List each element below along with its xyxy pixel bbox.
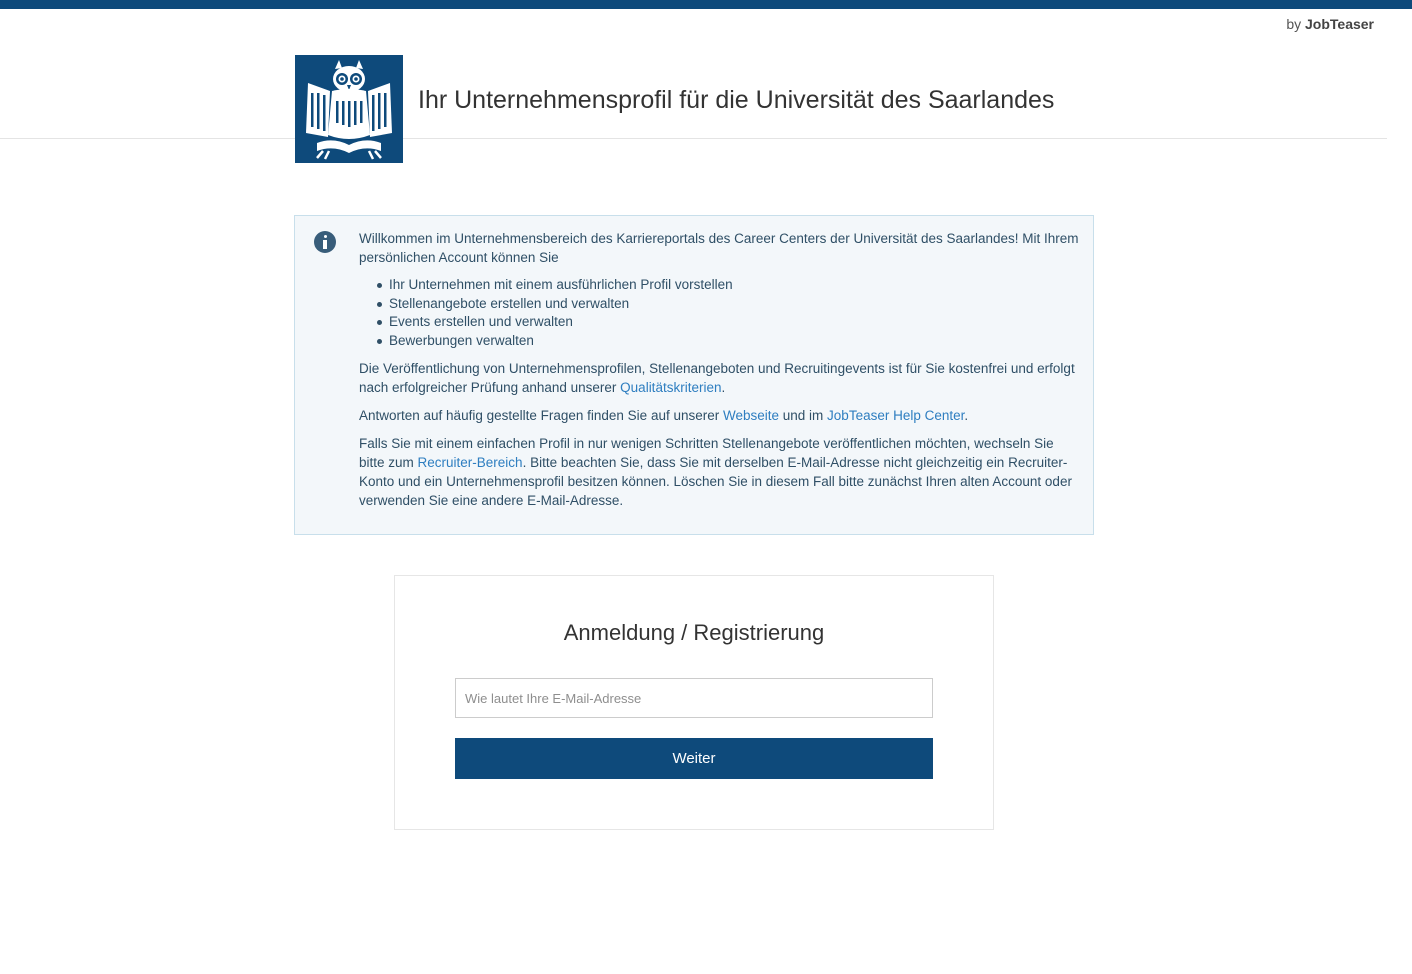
list-item: Ihr Unternehmen mit einem ausführlichen Profil vorstellen bbox=[375, 276, 1081, 295]
text: . bbox=[964, 408, 969, 423]
login-title: Anmeldung / Registrierung bbox=[563, 620, 825, 645]
list-item: Stellenangebote erstellen und verwalten bbox=[375, 295, 1081, 314]
login-card bbox=[394, 575, 994, 830]
text: Die Veröffentlichung von Unternehmensprofilen, Stellenangeboten und Recruitingevents ist für Sie kostenfrei und erfolgt nach erfolgreicher Prüfung anhand unserer bbox=[359, 361, 1075, 395]
by-jobteaser bbox=[1286, 16, 1374, 32]
info-paragraph-recruiter bbox=[359, 434, 1081, 510]
info-intro: Willkommen im Unternehmensbereich des Karriereportals des Career Centers der Universität des Saarlandes! Mit Ihrem persönlichen Account können Sie bbox=[359, 231, 1079, 265]
continue-button[interactable]: Weiter bbox=[455, 738, 933, 779]
feature-list bbox=[375, 276, 1081, 350]
website-link[interactable]: Webseite bbox=[722, 408, 780, 423]
text: Falls Sie mit einem einfachen Profil in nur wenigen Schritten Stellenangebote veröffentlichen möchten, wechseln Sie bitte zum bbox=[359, 436, 1054, 470]
list-item: Events erstellen und verwalten bbox=[375, 313, 1081, 332]
info-body bbox=[359, 229, 1081, 519]
info-paragraph-faq bbox=[359, 406, 1081, 425]
top-accent-bar bbox=[0, 0, 1412, 9]
text: . bbox=[721, 380, 726, 395]
jobteaser-brand[interactable]: JobTeaser bbox=[1305, 16, 1374, 32]
info-paragraph-publication bbox=[359, 359, 1081, 397]
recruiter-area-link[interactable]: Recruiter-Bereich bbox=[417, 455, 523, 470]
text: . Bitte beachten Sie, dass Sie mit derselben E-Mail-Adresse nicht gleichzeitig ein Recruiter-Konto und ein Unternehmensprofil besitzen können. Löschen Sie in diesem Fall bitte zunächst Ihren alten Account oder verwenden Sie eine andere E-Mail-Adresse. bbox=[359, 455, 1072, 508]
owl-logo-icon bbox=[295, 55, 403, 163]
text: und im bbox=[779, 408, 828, 423]
text: Antworten auf häufig gestellte Fragen finden Sie auf unserer bbox=[359, 408, 723, 423]
help-center-link[interactable]: JobTeaser Help Center bbox=[827, 408, 965, 423]
university-owl-logo[interactable] bbox=[295, 55, 403, 163]
page-title: Ihr Unternehmensprofil für die Universität des Saarlandes bbox=[418, 86, 1055, 114]
info-icon bbox=[314, 231, 336, 253]
quality-criteria-link[interactable]: Qualitätskriterien bbox=[620, 380, 722, 395]
by-prefix: by bbox=[1286, 16, 1302, 32]
header-divider bbox=[0, 138, 1387, 139]
list-item: Bewerbungen verwalten bbox=[375, 332, 1081, 351]
welcome-info-box bbox=[294, 215, 1094, 535]
email-input[interactable] bbox=[455, 678, 933, 718]
